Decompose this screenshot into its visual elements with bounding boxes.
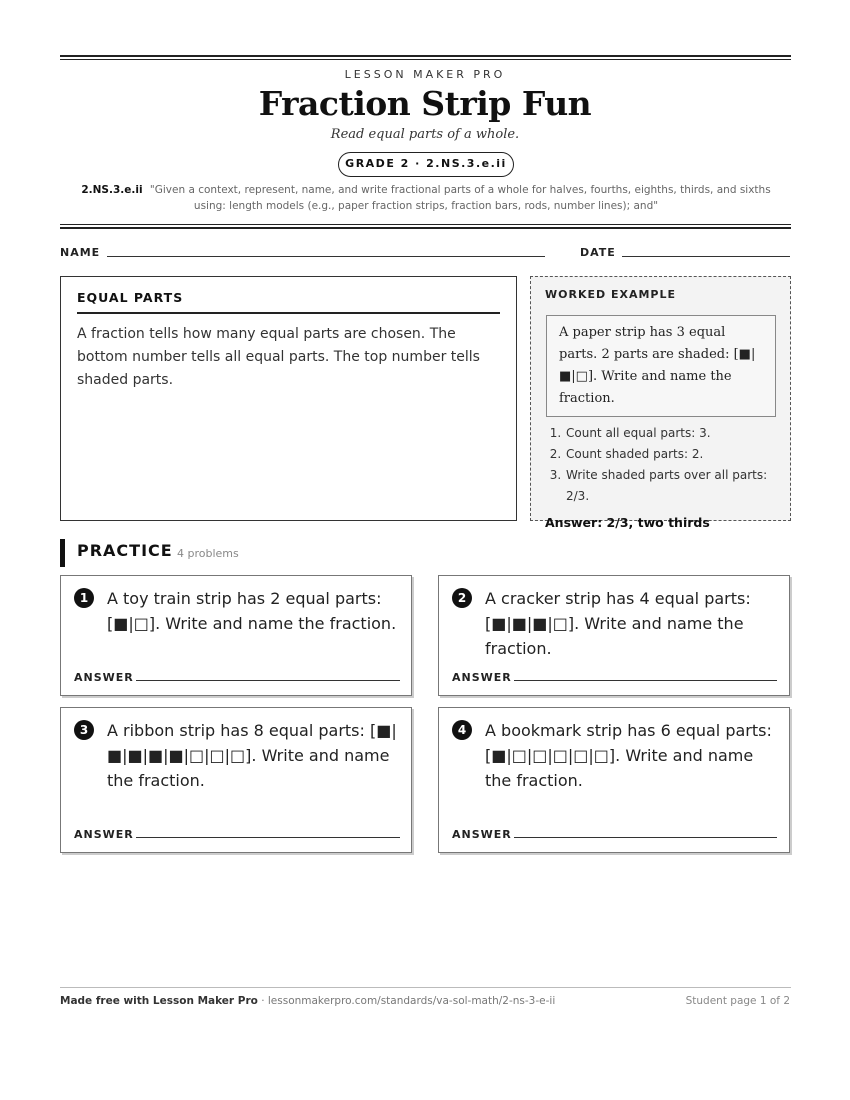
footer-rule <box>60 987 791 988</box>
answer-line[interactable] <box>136 837 400 838</box>
footer-page-number: Student page 1 of 2 <box>685 995 790 1007</box>
problem-number-badge: 2 <box>452 588 472 608</box>
worked-step: 3. Write shaded parts over all parts: 2/3. <box>565 465 776 507</box>
brand-name: LESSON MAKER PRO <box>344 68 506 81</box>
problem-text: A ribbon strip has 8 equal parts: [■|■|■|■|■|□|□|□]. Write and name the fraction. <box>107 721 397 790</box>
worked-example-heading: WORKED EXAMPLE <box>545 288 676 301</box>
header-top-rule <box>60 55 791 60</box>
answer-line[interactable] <box>136 680 400 681</box>
answer-label: ANSWER <box>74 671 134 684</box>
footer-credit <box>60 995 555 1007</box>
date-label: DATE <box>580 246 616 259</box>
problem-text: A cracker strip has 4 equal parts: [■|■|■|□]. Write and name the fraction. <box>485 589 751 658</box>
header-bottom-rule <box>60 224 791 229</box>
worked-step: 1. Count all equal parts: 3. <box>565 423 776 444</box>
practice-accent-bar <box>60 539 65 567</box>
worksheet-subtitle: Read equal parts of a whole. <box>330 127 520 142</box>
standard-text: "Given a context, represent, name, and write fractional parts of a whole for halves, fourths, eighths, thirds, and sixths using: length models (e.g., paper fraction strips, fraction bars, rods, number lines); and" <box>149 184 771 212</box>
answer-label: ANSWER <box>452 828 512 841</box>
practice-problem-card <box>60 575 412 696</box>
practice-problem-card <box>60 707 412 853</box>
name-field[interactable] <box>107 256 545 257</box>
worked-step: 2. Count shaded parts: 2. <box>565 444 776 465</box>
worked-example-answer: Answer: 2/3, two thirds <box>545 515 710 530</box>
worksheet-title: Fraction Strip Fun <box>258 84 592 123</box>
answer-line[interactable] <box>514 837 777 838</box>
standard-description <box>66 182 786 214</box>
equal-parts-text: A fraction tells how many equal parts are chosen. The bottom number tells all equal parts. The top number tells shaded parts. <box>77 326 480 388</box>
practice-count: 4 problems <box>177 547 239 560</box>
answer-label: ANSWER <box>452 671 512 684</box>
answer-line[interactable] <box>514 680 777 681</box>
date-field[interactable] <box>622 256 790 257</box>
grade-badge: GRADE 2 · 2.NS.3.e.ii <box>338 152 514 177</box>
worked-example-problem: A paper strip has 3 equal parts. 2 parts are shaded: [■|■|□]. Write and name the fraction. <box>546 315 776 417</box>
practice-heading: PRACTICE <box>77 541 173 560</box>
answer-label: ANSWER <box>74 828 134 841</box>
equal-parts-box <box>60 276 517 521</box>
standard-code: 2.NS.3.e.ii <box>81 184 143 196</box>
footer-made-with: Made free with Lesson Maker Pro <box>60 995 258 1007</box>
practice-problem-card <box>438 575 790 696</box>
practice-problem-card <box>438 707 790 853</box>
worked-example-steps <box>565 423 776 507</box>
footer-url[interactable]: · lessonmakerpro.com/standards/va-sol-math/2-ns-3-e-ii <box>257 995 556 1007</box>
problem-text: A bookmark strip has 6 equal parts: [■|□|□|□|□|□]. Write and name the fraction. <box>485 721 772 790</box>
problem-number-badge: 4 <box>452 720 472 740</box>
name-label: NAME <box>60 246 101 259</box>
problem-number-badge: 3 <box>74 720 94 740</box>
problem-number-badge: 1 <box>74 588 94 608</box>
equal-parts-heading: EQUAL PARTS <box>77 290 500 314</box>
worked-example-box <box>530 276 791 530</box>
problem-text: A toy train strip has 2 equal parts: [■|□]. Write and name the fraction. <box>107 589 397 633</box>
